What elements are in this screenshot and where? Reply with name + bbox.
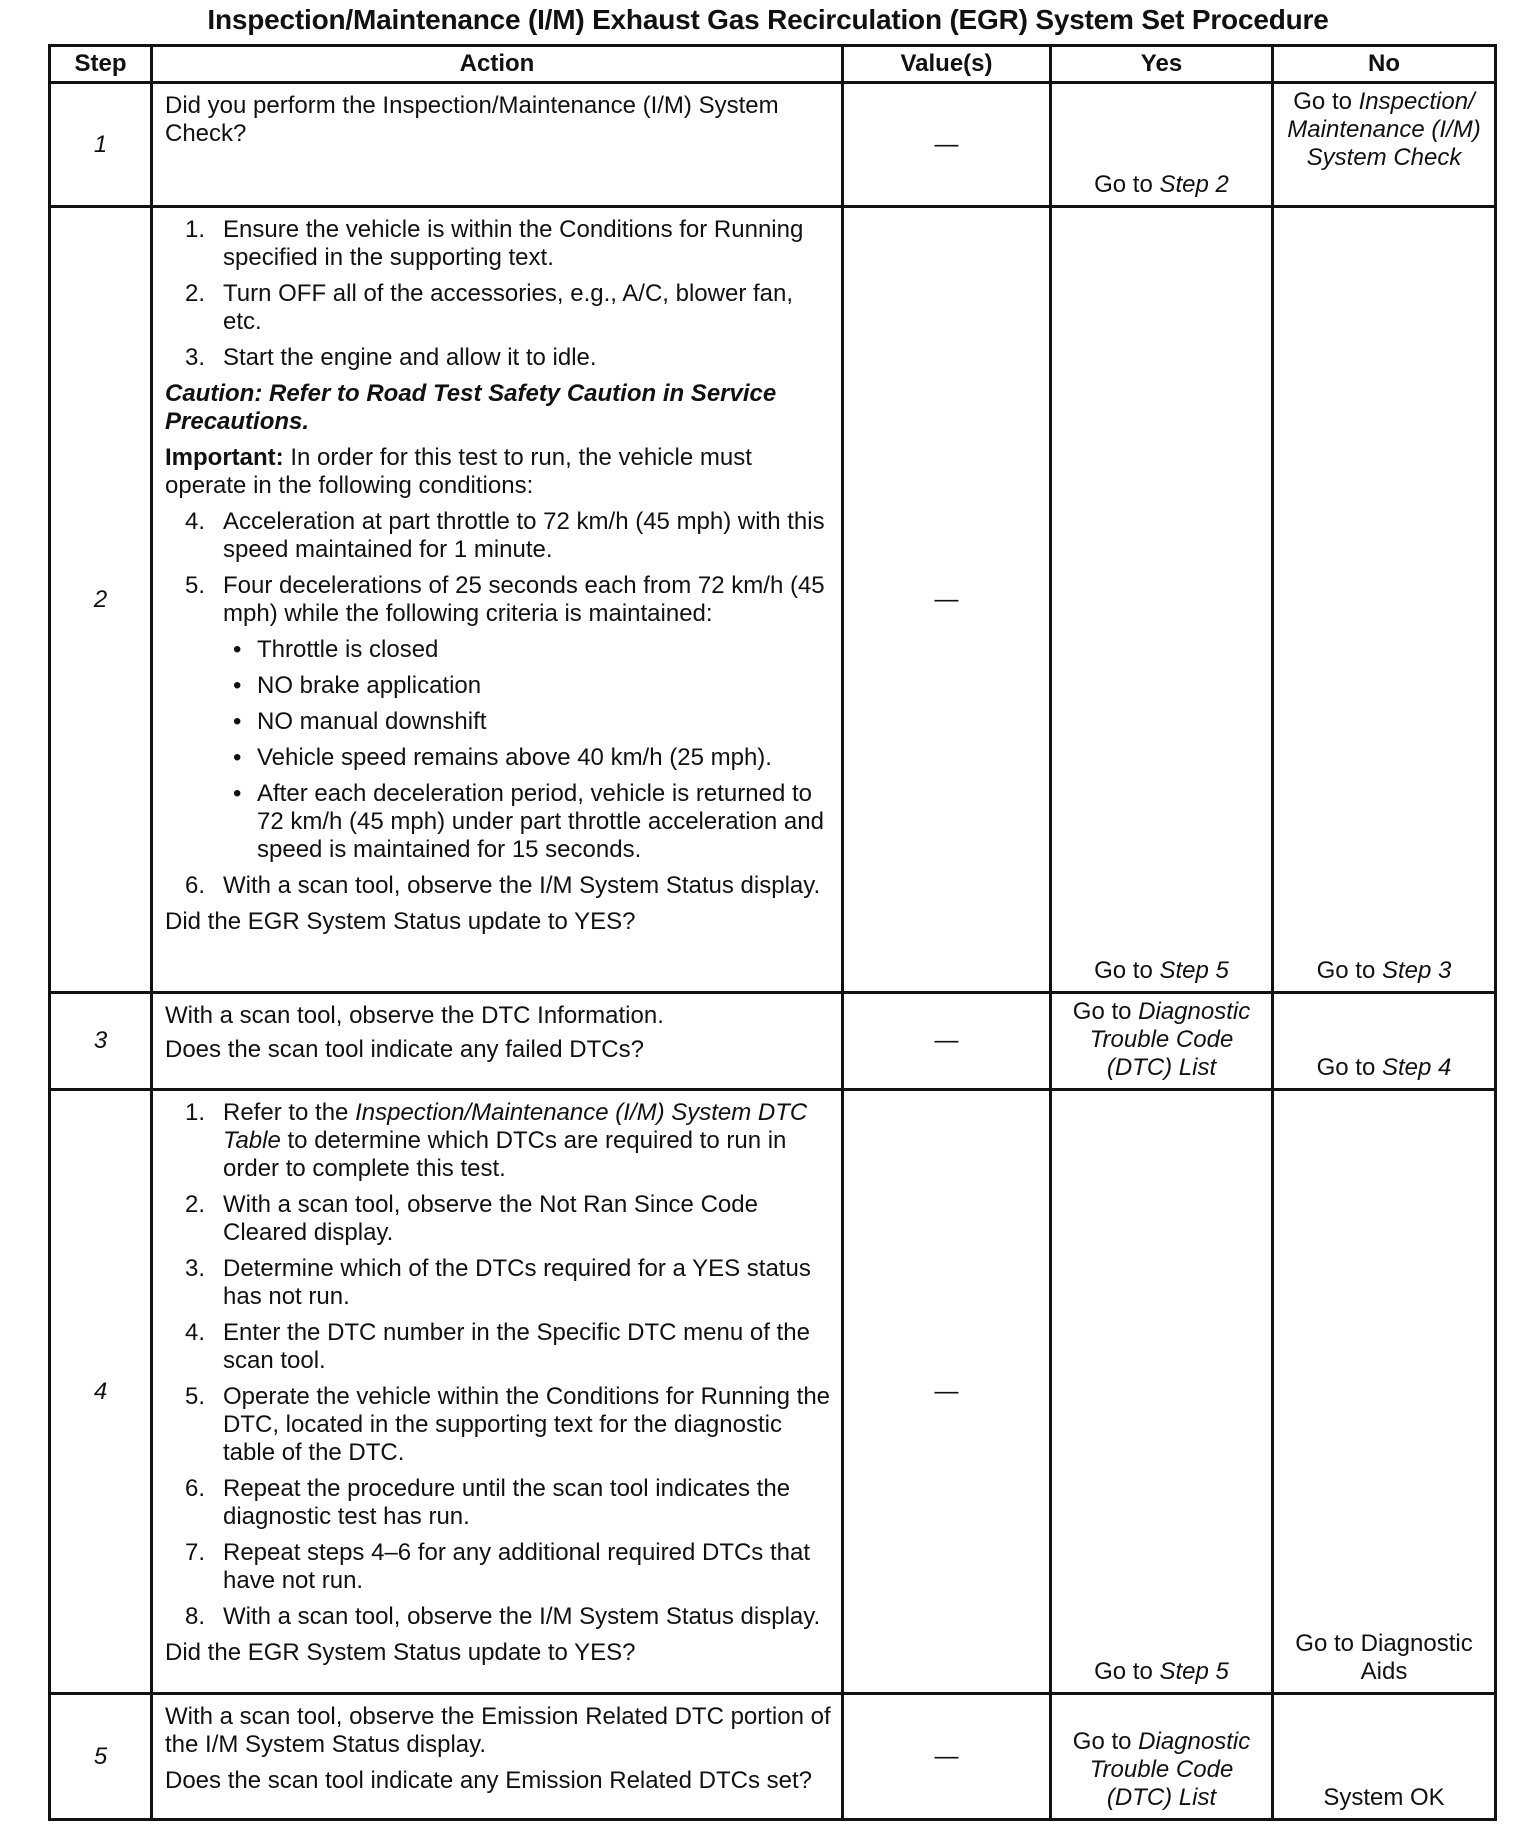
action-item: 7. Repeat steps 4–6 for any additional required DTCs that have not run. [185, 1539, 811, 1594]
action-item: 1. Ensure the vehicle is within the Conditions for Running specified in the supporting text. [185, 216, 804, 271]
header-values: Value(s) [843, 46, 1051, 83]
action-cell [152, 1694, 843, 1820]
yes-prefix: Go to [1072, 998, 1139, 1025]
action-text: With a scan tool, observe the DTC Information. [165, 1002, 664, 1029]
yes-cell[interactable] [1051, 1694, 1273, 1820]
action-question: Does the scan tool indicate any Emission Related DTCs set? [165, 1767, 812, 1794]
value-cell: — [843, 207, 1051, 993]
no-cell[interactable] [1273, 993, 1496, 1090]
action-cell [152, 1090, 843, 1694]
action-question: Did the EGR System Status update to YES? [165, 1639, 636, 1666]
criteria-bullet: • NO brake application [165, 672, 831, 700]
no-cell [1273, 1694, 1496, 1820]
yes-cell[interactable] [1051, 993, 1273, 1090]
yes-prefix: Go to [1094, 171, 1160, 198]
action-item: 5. Four decelerations of 25 seconds each from 72 km/h (45 mph) while the following criteria is maintained: [185, 572, 825, 627]
value-cell: — [843, 993, 1051, 1090]
criteria-bullet: • Throttle is closed [165, 636, 831, 664]
header-no: No [1273, 46, 1496, 83]
action-item: 8. With a scan tool, observe the I/M System Status display. [185, 1603, 821, 1630]
action-question: Did you perform the Inspection/Maintenance (I/M) System Check? [165, 92, 779, 147]
value-cell: — [843, 1090, 1051, 1694]
action-question: Did the EGR System Status update to YES? [165, 908, 636, 935]
table-row-step-2 [50, 207, 1496, 993]
criteria-bullet: • NO manual downshift [165, 708, 831, 736]
page-title: Inspection/Maintenance (I/M) Exhaust Gas Recirculation (EGR) System Set Procedure [207, 4, 1329, 35]
step-number: 5 [50, 1694, 152, 1820]
action-item: 4. Acceleration at part throttle to 72 km/h (45 mph) with this speed maintained for 1 minute. [185, 508, 825, 563]
yes-prefix: Go to [1072, 1728, 1139, 1755]
im-dtc-table-link[interactable]: Inspection/Maintenance (I/M) System DTC Table [223, 1099, 808, 1154]
action-cell [152, 207, 843, 993]
criteria-bullet: • Vehicle speed remains above 40 km/h (25 mph). [165, 744, 831, 772]
no-link-diagnostic-aids[interactable]: Go to Diagnostic Aids [1295, 1630, 1473, 1685]
important-note: Important: In order for this test to run, the vehicle must operate in the following conditions: [165, 444, 752, 499]
action-question: Does the scan tool indicate any failed DTCs? [165, 1036, 644, 1063]
no-prefix: Go to [1316, 957, 1382, 984]
action-text: With a scan tool, observe the Emission Related DTC portion of the I/M System Status display. [165, 1703, 831, 1758]
table-row-step-1 [50, 83, 1496, 207]
step-number: 4 [50, 1090, 152, 1694]
header-yes: Yes [1051, 46, 1273, 83]
yes-link-dtc-list[interactable]: Diagnostic Trouble Code (DTC) List [1089, 1728, 1251, 1811]
action-item: 2. With a scan tool, observe the Not Ran Since Code Cleared display. [185, 1191, 758, 1246]
value-cell: — [843, 83, 1051, 207]
header-row [50, 46, 1496, 83]
caution-note: Caution: Refer to Road Test Safety Caution in Service Precautions. [165, 380, 777, 435]
action-item: 3. Determine which of the DTCs required for a YES status has not run. [185, 1255, 811, 1310]
table-row-step-4 [50, 1090, 1496, 1694]
action-cell [152, 83, 843, 207]
yes-link-step-5[interactable]: Step 5 [1159, 957, 1229, 984]
no-prefix: Go to [1316, 1054, 1382, 1081]
yes-cell[interactable] [1051, 1090, 1273, 1694]
yes-cell[interactable] [1051, 207, 1273, 993]
criteria-bullet: • After each deceleration period, vehicle is returned to 72 km/h (45 mph) under part throttle acceleration and speed is maintained for 15 seconds. [165, 780, 831, 864]
action-item: 3. Start the engine and allow it to idle. [185, 344, 597, 371]
action-item: 4. Enter the DTC number in the Specific DTC menu of the scan tool. [185, 1319, 810, 1374]
step-number: 2 [50, 207, 152, 993]
procedure-table [48, 44, 1497, 1821]
action-cell [152, 993, 843, 1090]
step-number: 1 [50, 83, 152, 207]
no-link-im-system-check[interactable]: Inspection/ Maintenance (I/M) System Check [1287, 88, 1481, 171]
no-link-step-3[interactable]: Step 3 [1381, 957, 1452, 984]
no-cell[interactable] [1273, 1090, 1496, 1694]
yes-link-step-2[interactable]: Step 2 [1159, 171, 1229, 198]
table-row-step-3 [50, 993, 1496, 1090]
table-row-step-5 [50, 1694, 1496, 1820]
yes-cell[interactable] [1051, 83, 1273, 207]
action-item: 6. With a scan tool, observe the I/M System Status display. [185, 872, 821, 899]
step-number: 3 [50, 993, 152, 1090]
no-cell[interactable] [1273, 207, 1496, 993]
yes-prefix: Go to [1094, 1658, 1160, 1685]
yes-link-step-5[interactable]: Step 5 [1159, 1658, 1229, 1685]
system-ok-text: System OK [1323, 1784, 1445, 1811]
yes-prefix: Go to [1094, 957, 1160, 984]
no-prefix: Go to [1293, 88, 1359, 115]
action-item: 5. Operate the vehicle within the Conditions for Running the DTC, located in the supporting text for the diagnostic table of the DTC. [185, 1383, 831, 1466]
action-item: 2. Turn OFF all of the accessories, e.g., A/C, blower fan, etc. [185, 280, 794, 335]
header-step: Step [50, 46, 152, 83]
action-item: 1. Refer to the Inspection/Maintenance (I/M) System DTC Table to determine which DTCs are required to run in order to complete this test. [185, 1099, 808, 1182]
value-cell: — [843, 1694, 1051, 1820]
yes-link-dtc-list[interactable]: Diagnostic Trouble Code (DTC) List [1089, 998, 1251, 1081]
action-item: 6. Repeat the procedure until the scan tool indicates the diagnostic test has run. [185, 1475, 791, 1530]
no-link-step-4[interactable]: Step 4 [1381, 1054, 1452, 1081]
header-action: Action [152, 46, 843, 83]
no-cell[interactable] [1273, 83, 1496, 207]
